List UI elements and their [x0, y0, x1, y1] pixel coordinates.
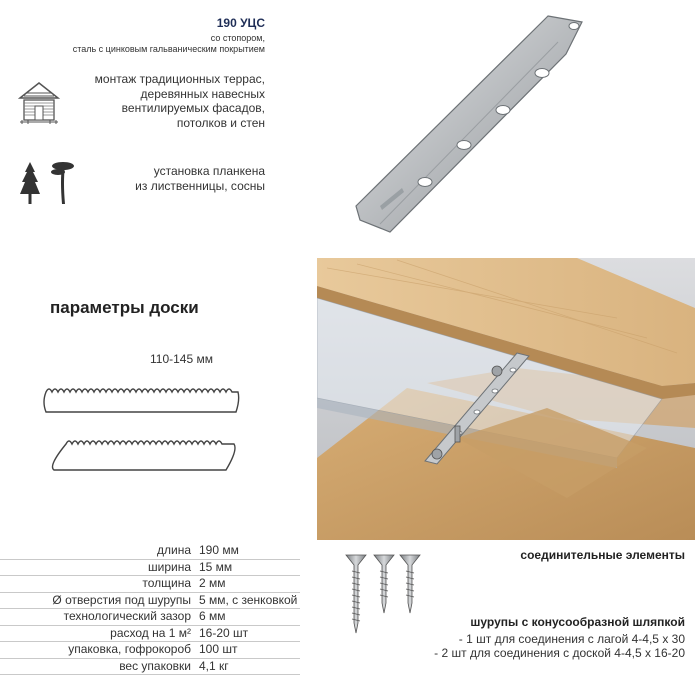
board-width-label: 110-145 мм	[150, 352, 213, 366]
table-row	[0, 625, 300, 642]
usage-line: деревянных навесных	[140, 86, 265, 101]
table-row	[0, 543, 300, 559]
spec-label: ширина	[0, 559, 195, 576]
house-icon	[18, 80, 60, 124]
product-description	[20, 33, 265, 55]
usage-text	[60, 72, 265, 130]
product-description-line: со стопором,	[210, 33, 265, 43]
spec-value: 5 мм, с зенковкой	[195, 592, 300, 609]
spec-label: расход на 1 м²	[0, 625, 195, 642]
spec-value: 2 мм	[195, 576, 300, 593]
usage-line: монтаж традиционных террас,	[94, 72, 265, 86]
connectors-title: соединительные элементы	[520, 548, 685, 562]
spec-value: 100 шт	[195, 642, 300, 659]
table-row	[0, 559, 300, 576]
board-profile-straight	[44, 389, 239, 412]
pine-icon	[51, 162, 74, 204]
usage-line: вентилируемых фасадов,	[121, 101, 265, 115]
board-profiles	[40, 378, 245, 478]
spec-label: длина	[0, 543, 195, 559]
wood-line: из лиственницы, сосны	[135, 178, 265, 193]
board-profile-angled	[53, 441, 236, 470]
table-row	[0, 576, 300, 593]
screw-line: - 1 шт для соединения с лагой 4-4,5 x 30	[458, 632, 685, 646]
screw-short-icon	[374, 555, 394, 613]
table-row	[0, 592, 300, 609]
spec-value: 16-20 шт	[195, 625, 300, 642]
table-row	[0, 609, 300, 626]
spec-value: 4,1 кг	[195, 658, 300, 675]
wood-line: установка планкена	[153, 164, 265, 178]
spec-value: 15 мм	[195, 559, 300, 576]
screw-title: шурупы с конусообразной шляпкой	[470, 615, 685, 629]
spec-label: толщина	[0, 576, 195, 593]
tree-icon	[18, 160, 80, 206]
board-params-title: параметры доски	[50, 298, 199, 317]
screw-line: - 2 шт для соединения с доской 4-4,5 x 16-20	[434, 646, 685, 660]
product-description-line: сталь с цинковым гальваническим покрытием	[72, 44, 265, 54]
table-row	[0, 642, 300, 659]
spec-value: 6 мм	[195, 609, 300, 626]
table-row	[0, 658, 300, 675]
installation-illustration	[317, 258, 695, 540]
spec-label: упаковка, гофрокороб	[0, 642, 195, 659]
larch-icon	[20, 162, 40, 204]
wood-text	[90, 164, 265, 193]
spec-value: 190 мм	[195, 543, 300, 559]
spec-label: вес упаковки	[0, 658, 195, 675]
product-code: 190 УЦС	[216, 16, 265, 30]
spec-table	[0, 543, 300, 675]
spec-label: Ø отверстия под шурупы	[0, 592, 195, 609]
screw-long-icon	[346, 555, 366, 633]
usage-line: потолков и стен	[176, 115, 265, 130]
screw-short-icon	[400, 555, 420, 613]
clip-image	[350, 10, 600, 240]
spec-label: технологический зазор	[0, 609, 195, 626]
screws-image	[338, 549, 428, 635]
